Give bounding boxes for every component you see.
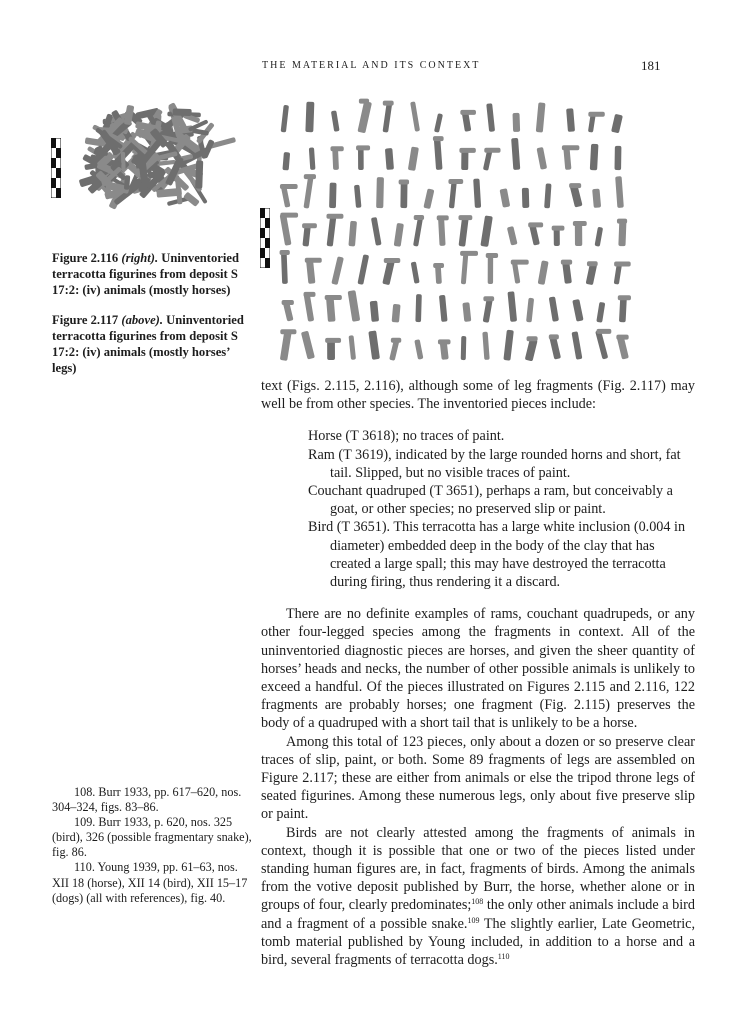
footnote: 109. Burr 1933, p. 620, nos. 325 (bird), 326 (possible fragmentary snake), fig. 86. (52, 815, 252, 860)
leg-fragment (309, 147, 316, 170)
leg-fragment (371, 217, 382, 246)
leg-fragment (552, 226, 565, 246)
footnote-ref[interactable]: 110 (497, 952, 510, 962)
leg-fragment (483, 148, 501, 171)
leg-fragment (281, 105, 289, 133)
leg-fragment (302, 223, 317, 246)
leg-fragment (566, 108, 575, 132)
leg-fragment (615, 146, 622, 170)
paragraph (261, 824, 695, 970)
leg-fragment (595, 329, 611, 360)
leg-fragment (415, 294, 421, 322)
scale-bar-icon (260, 208, 270, 268)
leg-fragment (486, 253, 498, 284)
leg-fragment (615, 176, 624, 208)
leg-fragment (549, 296, 559, 321)
leg-fragment (511, 260, 529, 284)
leg-fragment (503, 330, 513, 361)
leg-fragment (413, 215, 424, 247)
leg-fragment (616, 335, 629, 360)
leg-fragment (382, 258, 400, 285)
leg-fragment (329, 183, 336, 209)
leg-fragment (394, 223, 404, 247)
leg-fragment (611, 114, 623, 134)
leg-fragment (461, 336, 467, 360)
figurine-fragment (121, 152, 126, 172)
paragraph: Among this total of 123 pieces, only about a dozen or so preserve clear traces of slip, paint, or both. Some 89 fragments of legs are assembled on Figure 2.117; these are either from animals or else the tripod throne legs of seated figurines. Among these numerous legs, only about five preserve slip or paint. (261, 733, 695, 823)
leg-fragment (507, 291, 517, 322)
leg-fragment (434, 113, 443, 133)
leg-fragment (507, 226, 518, 246)
list-item: Horse (T 3618); no traces of paint. (308, 428, 505, 445)
leg-fragment (473, 179, 481, 208)
leg-fragment (528, 222, 543, 245)
leg-fragment (614, 261, 631, 284)
footnote-ref[interactable]: 109 (467, 915, 480, 925)
leg-fragment (513, 113, 521, 132)
leg-fragment (282, 152, 290, 170)
leg-fragment (549, 334, 561, 359)
leg-fragment (571, 331, 582, 360)
leg-fragment (618, 295, 631, 322)
leg-fragment (439, 295, 448, 322)
leg-fragment (536, 102, 546, 132)
list-item: Couchant quadruped (T 3651), perhaps a ram, but conceivably a goat, or other species; no preserved slip or paint. (308, 483, 673, 518)
leg-fragment (617, 219, 627, 247)
leg-fragment (588, 112, 605, 133)
leg-fragment (280, 329, 297, 361)
leg-fragment (448, 179, 463, 208)
figure-2-117-photo (270, 94, 650, 370)
leg-fragment (586, 261, 598, 285)
leg-fragment (354, 185, 362, 208)
list-item: Bird (T 3651). This terracotta has a large white inclusion (0.004 in diameter) embedded deep in the body of the clay that has created a large spall; this may have destroyed the terracotta during firing, thus rendering it a discard. (308, 519, 686, 591)
leg-fragment (357, 99, 372, 134)
leg-fragment (569, 183, 582, 207)
leg-fragment (356, 145, 370, 170)
figure-2-117-caption (52, 312, 257, 376)
leg-fragment (525, 336, 538, 361)
running-head: THE MATERIAL AND ITS CONTEXT (262, 60, 481, 71)
leg-fragment (304, 292, 316, 322)
paragraph-text: the only other animals include a bird and a fragment of a possible snake. (261, 897, 695, 932)
paragraph: There are no definite examples of rams, couchant quadrupeds, or any other four-legged species among the fragments in context. All of the uninventoried diagnostic pieces are horses, and given the sheer quantity of horses’ heads and necks, the number of other possible animals is unlikely to exceed a handful. Of the pieces illustrated on Figures 2.115 and 2.116, 122 fragments are probably horses; one fragment (Fig. 2.115) preserves the body of a quadruped with a short tail that is unlikely to be a horse. (261, 606, 695, 732)
leg-fragment (561, 260, 572, 284)
caption-label: Figure 2.117 (52, 313, 119, 327)
leg-fragment (383, 101, 394, 133)
leg-fragment (460, 251, 478, 284)
footnote: 110. Young 1939, pp. 61–63, nos. XII 18 (horse), XII 14 (bird), XII 15–17 (dogs) (all with references), fig. 40. (52, 860, 248, 905)
leg-fragment (370, 301, 379, 322)
leg-fragment (482, 332, 489, 360)
leg-fragment (410, 101, 420, 131)
leg-fragment (414, 339, 423, 360)
figure-2-116-photo (60, 100, 240, 220)
main-text (261, 377, 695, 969)
caption-text: Uninventoried terracotta figurines from deposit S 17:2: (iv) animals (mostly horses) (52, 251, 239, 297)
leg-fragment (486, 103, 495, 132)
figurine-fragment (195, 160, 203, 188)
leg-fragment (438, 339, 451, 359)
leg-fragment (325, 338, 341, 360)
leg-fragment (458, 215, 472, 247)
leg-fragment (301, 331, 315, 360)
figure-2-116-caption (52, 250, 257, 298)
leg-fragment (368, 330, 380, 359)
leg-fragment (305, 102, 314, 133)
leg-fragment (544, 183, 551, 208)
leg-fragment (330, 146, 343, 170)
leg-fragment (348, 221, 357, 247)
leg-fragment (459, 148, 475, 170)
leg-fragment (462, 302, 471, 322)
leg-fragment (595, 227, 604, 247)
caption-position-note: (right). (121, 251, 159, 265)
leg-fragment (357, 254, 369, 285)
leg-fragment (280, 184, 298, 208)
list-item: Ram (T 3619), indicated by the large rounded horns and short, fat tail. Slipped, but no visible traces of paint. (308, 446, 681, 481)
leg-fragment (411, 261, 420, 283)
leg-fragment (385, 148, 394, 170)
leg-fragment (480, 215, 492, 247)
leg-fragment (305, 258, 322, 284)
caption-text: Uninventoried terracotta figurines from deposit S 17:2: (iv) animals (mostly horses’ legs) (52, 313, 244, 375)
figurine-fragment (173, 108, 192, 116)
footnote-ref[interactable]: 108 (471, 897, 484, 907)
leg-fragment (331, 110, 340, 131)
leg-fragment (500, 188, 511, 207)
footnote: 108. Burr 1933, pp. 617–620, nos. 304–324, figs. 83–86. (52, 785, 242, 815)
leg-fragment (590, 144, 599, 171)
leg-fragment (538, 260, 549, 285)
figurine-fragment (124, 175, 130, 190)
leg-fragment (389, 338, 401, 361)
leg-fragment (511, 138, 520, 170)
leg-fragment (596, 302, 605, 323)
leg-fragment (348, 290, 361, 322)
leg-fragment (331, 256, 344, 285)
page-number: 181 (641, 58, 661, 73)
intro-paragraph: text (Figs. 2.115, 2.116), although some of leg fragments (Fig. 2.117) may well be from other species. The inventoried pieces include: (261, 378, 695, 413)
leg-fragment (408, 147, 419, 171)
leg-fragment (573, 221, 587, 246)
leg-fragment (280, 213, 298, 246)
leg-fragment (572, 299, 583, 322)
leg-fragment (282, 300, 294, 322)
leg-fragment (325, 295, 342, 322)
leg-fragment (526, 298, 534, 323)
paragraph-text: Birds are not clearly attested among the fragments of animals in context, though it is possible that one or two of the pieces listed under standing human figures are, in fact, fragments of birds. Among the animals from the votive deposit published by Burr, the horse, whether alone or in groups of four, clearly predominates; (261, 824, 695, 914)
leg-fragment (433, 136, 444, 170)
leg-fragment (592, 189, 601, 208)
leg-fragment (303, 174, 316, 208)
leg-fragment (349, 335, 357, 360)
leg-fragment (376, 177, 384, 208)
caption-position-note: (above). (121, 313, 163, 327)
leg-fragment (437, 215, 449, 246)
leg-fragment (399, 180, 409, 209)
leg-fragment (562, 145, 579, 170)
leg-fragment (460, 110, 476, 132)
leg-fragment (433, 263, 444, 284)
paragraph-text: The slightly earlier, Late Geometric, tomb material published by Young included, in addition to a horse and a bird, several fragments of terracotta dogs. (261, 915, 695, 969)
leg-fragment (280, 250, 290, 284)
leg-fragment (423, 188, 434, 209)
leg-fragment (392, 304, 401, 323)
figurine-fragment (158, 160, 176, 166)
caption-label: Figure 2.116 (52, 251, 119, 265)
footnotes (52, 785, 257, 906)
leg-fragment (522, 188, 529, 208)
leg-fragment (537, 147, 548, 170)
inventory-list (308, 427, 695, 591)
leg-fragment (483, 296, 494, 323)
leg-fragment (326, 214, 343, 247)
